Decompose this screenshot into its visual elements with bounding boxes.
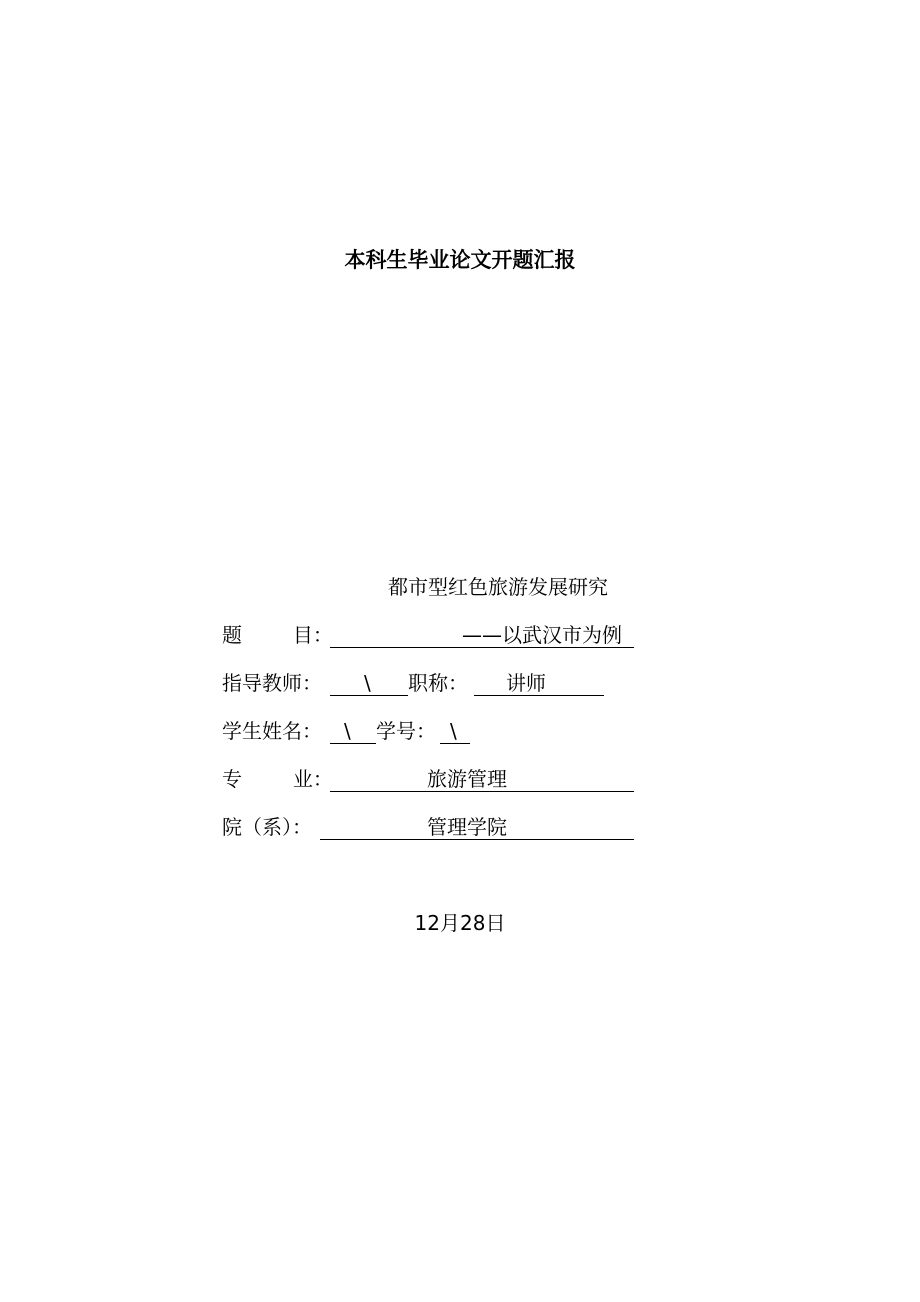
student-name-value: \	[344, 719, 351, 743]
department-value: 管理学院	[427, 815, 507, 839]
advisor-title-value: 讲师	[506, 671, 546, 695]
department-label: 院（系）：	[222, 815, 312, 839]
major-label-text: 专 业：	[222, 767, 333, 791]
major-field	[330, 766, 634, 792]
advisor-value: \	[364, 671, 371, 695]
student-name-field	[330, 718, 376, 744]
student-id-value: \	[450, 719, 457, 743]
advisor-label: 指导教师：	[222, 671, 322, 695]
topic-line-1: 都市型红色旅游发展研究	[388, 575, 608, 599]
department-field	[320, 814, 634, 840]
advisor-field	[330, 670, 408, 696]
major-label	[222, 766, 333, 792]
topic-value: ——以武汉市为例	[462, 623, 622, 647]
topic-field	[330, 622, 634, 648]
student-name-label: 学生姓名：	[222, 719, 322, 743]
major-value: 旅游管理	[427, 767, 507, 791]
student-id-label: 学号：	[376, 719, 436, 743]
advisor-title-label: 职称：	[408, 671, 468, 695]
advisor-title-field	[474, 670, 604, 696]
topic-label-text: 题 目：	[222, 623, 333, 647]
student-id-field	[440, 718, 470, 744]
topic-label	[222, 622, 333, 648]
document-title: 本科生毕业论文开题汇报	[344, 248, 576, 272]
document-date: 12月28日	[414, 911, 506, 935]
